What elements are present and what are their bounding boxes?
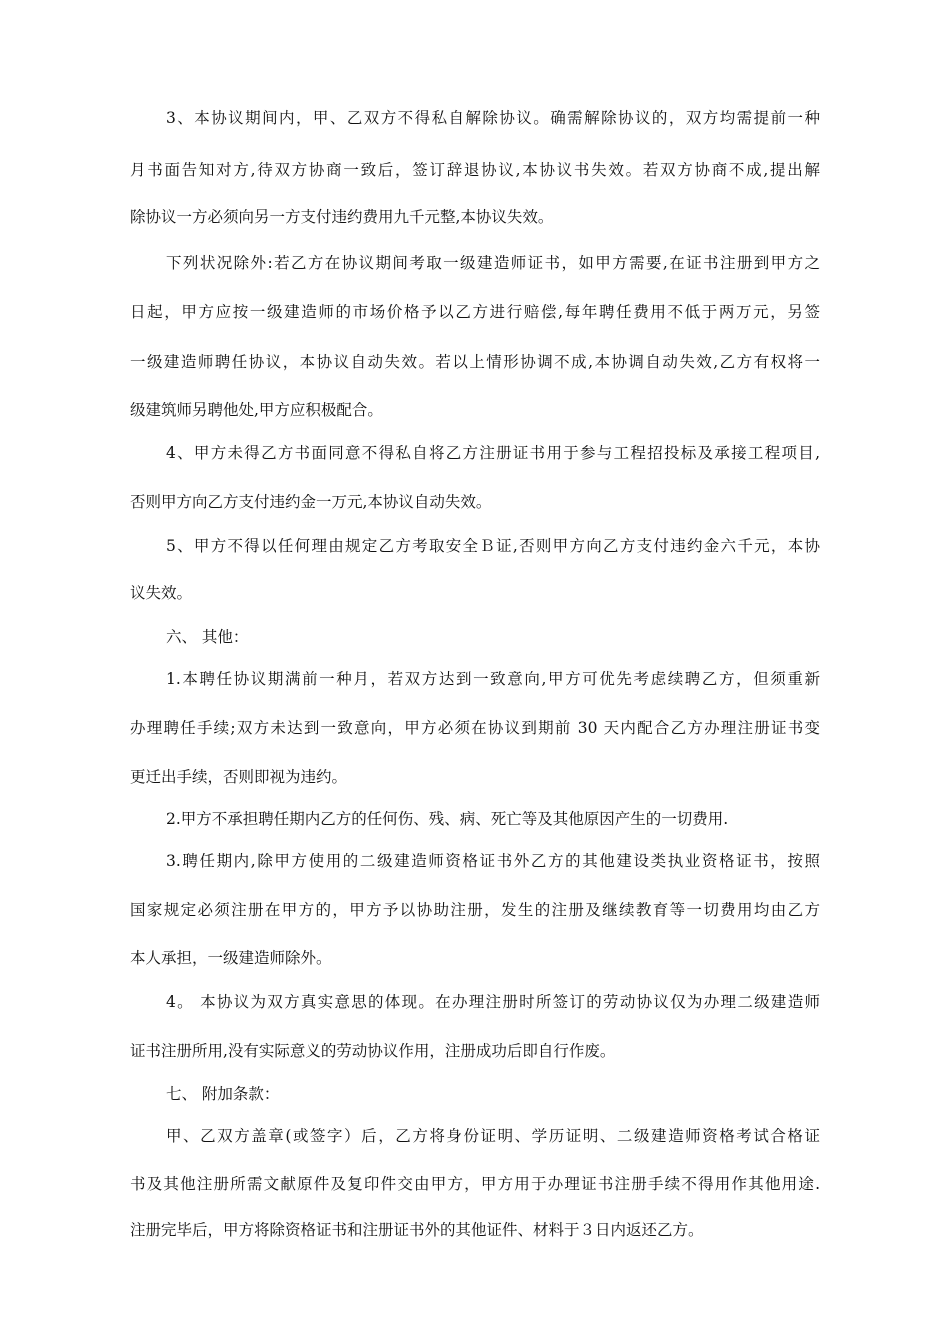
exception-line-4: 级建筑师另聘他处,甲方应积极配合。 xyxy=(130,401,383,419)
other-item-1-line-2: 办理聘任手续;双方未达到一致意向，甲方必须在协议到期前 30 天内配合乙方办理注册证书变 xyxy=(130,719,820,737)
other-item-1-line-3: 更迁出手续，否则即视为违约。 xyxy=(130,768,348,786)
paragraph-3-line-1: 3、本协议期间内，甲、乙双方不得私自解除协议。确需解除协议的，双方均需提前一种 xyxy=(166,109,820,127)
other-item-4-line-2: 证书注册所用,没有实际意义的劳动协议作用，注册成功后即自行作废。 xyxy=(130,1042,616,1060)
additional-terms-line-1: 甲、乙双方盖章(或签字）后，乙方将身份证明、学历证明、二级建造师资格考试合格证 xyxy=(166,1127,820,1145)
exception-line-1: 下列状况除外:若乙方在协议期间考取一级建造师证书，如甲方需要,在证书注册到甲方之 xyxy=(166,254,820,272)
other-item-3-line-2: 国家规定必须注册在甲方的，甲方予以协助注册，发生的注册及继续教育等一切费用均由乙方 xyxy=(130,901,820,919)
other-item-4-line-1: 4。 本协议为双方真实意思的体现。在办理注册时所签订的劳动协议仅为办理二级建造师 xyxy=(166,993,820,1011)
other-item-2-line-1: 2.甲方不承担聘任期内乙方的任何伤、残、病、死亡等及其他原因产生的一切费用. xyxy=(166,810,729,828)
paragraph-5-line-2: 议失效。 xyxy=(130,584,193,602)
other-item-3-line-1: 3.聘任期内,除甲方使用的二级建造师资格证书外乙方的其他建设类执业资格证书，按照 xyxy=(166,852,820,870)
additional-terms-line-2: 书及其他注册所需文献原件及复印件交由甲方，甲方用于办理证书注册手续不得用作其他用途. xyxy=(130,1175,820,1193)
paragraph-4-line-1: 4、甲方未得乙方书面同意不得私自将乙方注册证书用于参与工程招投标及承接工程项目, xyxy=(166,444,820,462)
section-heading-other: 六、 其他： xyxy=(166,628,249,646)
paragraph-3-line-2: 月书面告知对方,待双方协商一致后，签订辞退协议,本协议书失效。若双方协商不成,提出解 xyxy=(130,161,820,179)
paragraph-4-line-2: 否则甲方向乙方支付违约金一万元,本协议自动失效。 xyxy=(130,493,492,511)
additional-terms-line-3: 注册完毕后，甲方将除资格证书和注册证书外的其他证件、材料于３日内返还乙方。 xyxy=(130,1221,704,1239)
other-item-3-line-3: 本人承担，一级建造师除外。 xyxy=(130,949,332,967)
paragraph-3-line-3: 除协议一方必须向另一方支付违约费用九千元整,本协议失效。 xyxy=(130,208,554,226)
exception-line-3: 一级建造师聘任协议，本协议自动失效。若以上情形协调不成,本协调自动失效,乙方有权将一 xyxy=(130,353,820,371)
other-item-1-line-1: 1.本聘任协议期满前一种月，若双方达到一致意向,甲方可优先考虑续聘乙方，但须重新 xyxy=(166,670,820,688)
exception-line-2: 日起，甲方应按一级建造师的市场价格予以乙方进行赔偿,每年聘任费用不低于两万元，另签 xyxy=(130,303,820,321)
paragraph-5-line-1: 5、甲方不得以任何理由规定乙方考取安全Ｂ证,否则甲方向乙方支付违约金六千元，本协 xyxy=(166,537,820,555)
section-heading-additional-terms: 七、 附加条款： xyxy=(166,1085,280,1103)
